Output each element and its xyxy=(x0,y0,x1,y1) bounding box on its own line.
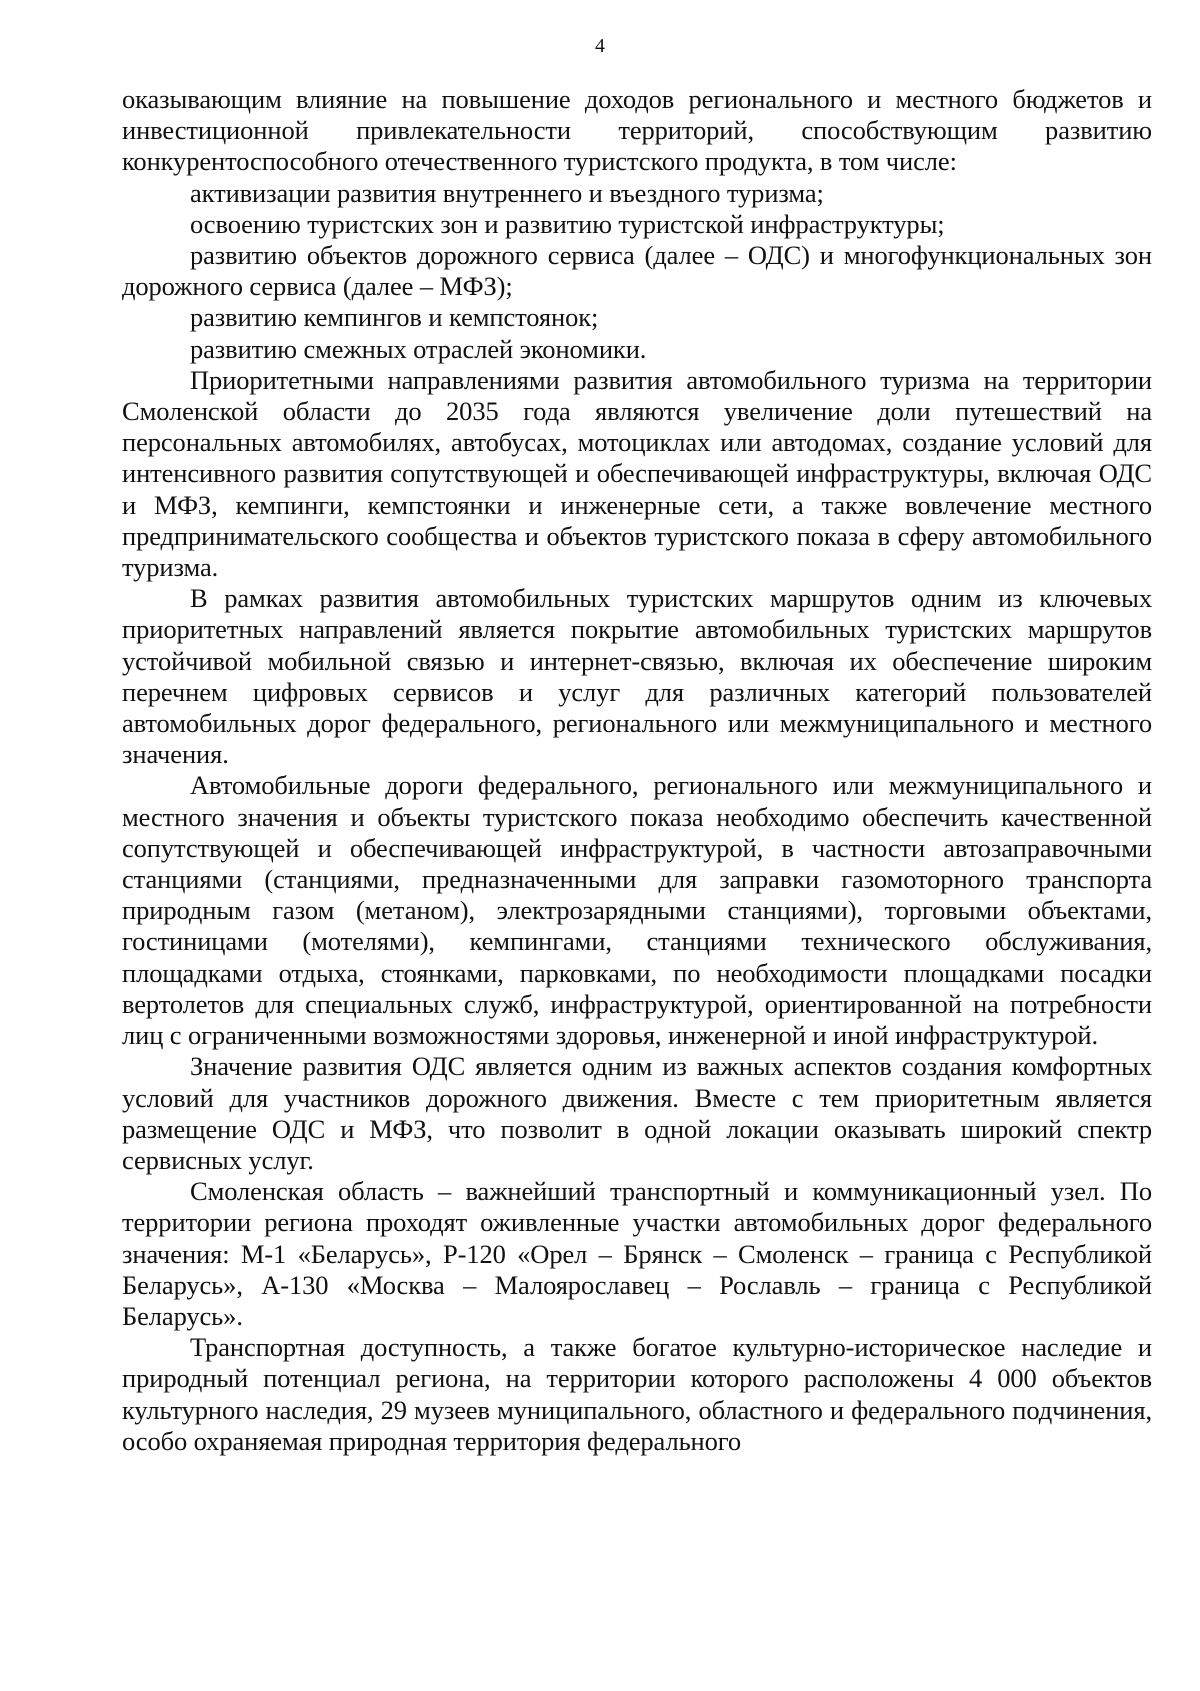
list-item-tourist-zones: освоению туристских зон и развитию туристской инфраструктуры; xyxy=(190,208,945,239)
list-item-road-service: развитию объектов дорожного сервиса (далее – ОДС) и многофункциональных зон дорожного сервиса (далее – МФЗ); xyxy=(122,240,1152,302)
list-item-related-industries: развитию смежных отраслей экономики. xyxy=(190,333,647,364)
document-body xyxy=(122,84,1152,1457)
paragraph-road-infrastructure: Автомобильные дороги федерального, регионального или межмуниципального и местного значения и объекты туристского показа необходимо обеспечить качественной сопутствующей и обеспечивающей инфраструктурой, в частности автозаправочными станциями (станциями, предназначенными для заправки газомоторного транспорта природным газом (метаном), электрозарядными станциями), торговыми объектами, гостиницами (мотелями), кемпингами, станциями технического обслуживания, площадками отдыха, стоянками, парковками, по необходимости площадками посадки вертолетов для специальных служб, инфраструктурой, ориентированной на потребности лиц с ограниченными возможностями здоровья, инженерной и иной инфраструктурой. xyxy=(122,770,1152,1051)
paragraph-transport-hub: Смоленская область – важнейший транспортный и коммуникационный узел. По территории региона проходят оживленные участки автомобильных дорог федерального значения: М-1 «Беларусь», Р-120 «Орел – Брянск – Смоленск – граница с Республикой Беларусь», А-130 «Москва – Малоярославец – Рославль – граница с Республикой Беларусь». xyxy=(122,1176,1152,1331)
page-number: 4 xyxy=(595,35,605,57)
paragraph-cultural-heritage: Транспортная доступность, а также богатое культурно-историческое наследие и природный потенциал региона, на территории которого расположены 4 000 объектов культурного наследия, 29 музеев муниципального, областного и федерального подчинения, особо охраняемая природная территория федерального xyxy=(122,1332,1152,1456)
paragraph-continuation: оказывающим влияние на повышение доходов регионального и местного бюджетов и инвестиционной привлекательности территорий, способствующим развитию конкурентоспособного отечественного туристского продукта, в том числе: xyxy=(122,84,1152,177)
list-item-campings: развитию кемпингов и кемпстоянок; xyxy=(190,302,599,333)
paragraph-mobile-coverage: В рамках развития автомобильных туристских маршрутов одним из ключевых приоритетных направлений является покрытие автомобильных туристских маршрутов устойчивой мобильной связью и интернет-связью, включая их обеспечение широким перечнем цифровых сервисов и услуг для различных категорий пользователей автомобильных дорог федерального, регионального или межмуниципального и местного значения. xyxy=(122,583,1152,770)
list-item-domestic-tourism: активизации развития внутреннего и въездного туризма; xyxy=(190,177,824,208)
paragraph-ods-importance: Значение развития ОДС является одним из важных аспектов создания комфортных условий для участников дорожного движения. Вместе с тем приоритетным является размещение ОДС и МФЗ, что позволит в одной локации оказывать широкий спектр сервисных услуг. xyxy=(122,1051,1152,1175)
paragraph-priority-directions: Приоритетными направлениями развития автомобильного туризма на территории Смоленской области до 2035 года являются увеличение доли путешествий на персональных автомобилях, автобусах, мотоциклах или автодомах, создание условий для интенсивного развития сопутствующей и обеспечивающей инфраструктуры, включая ОДС и МФЗ, кемпинги, кемпстоянки и инженерные сети, а также вовлечение местного предпринимательского сообщества и объектов туристского показа в сферу автомобильного туризма. xyxy=(122,364,1152,583)
